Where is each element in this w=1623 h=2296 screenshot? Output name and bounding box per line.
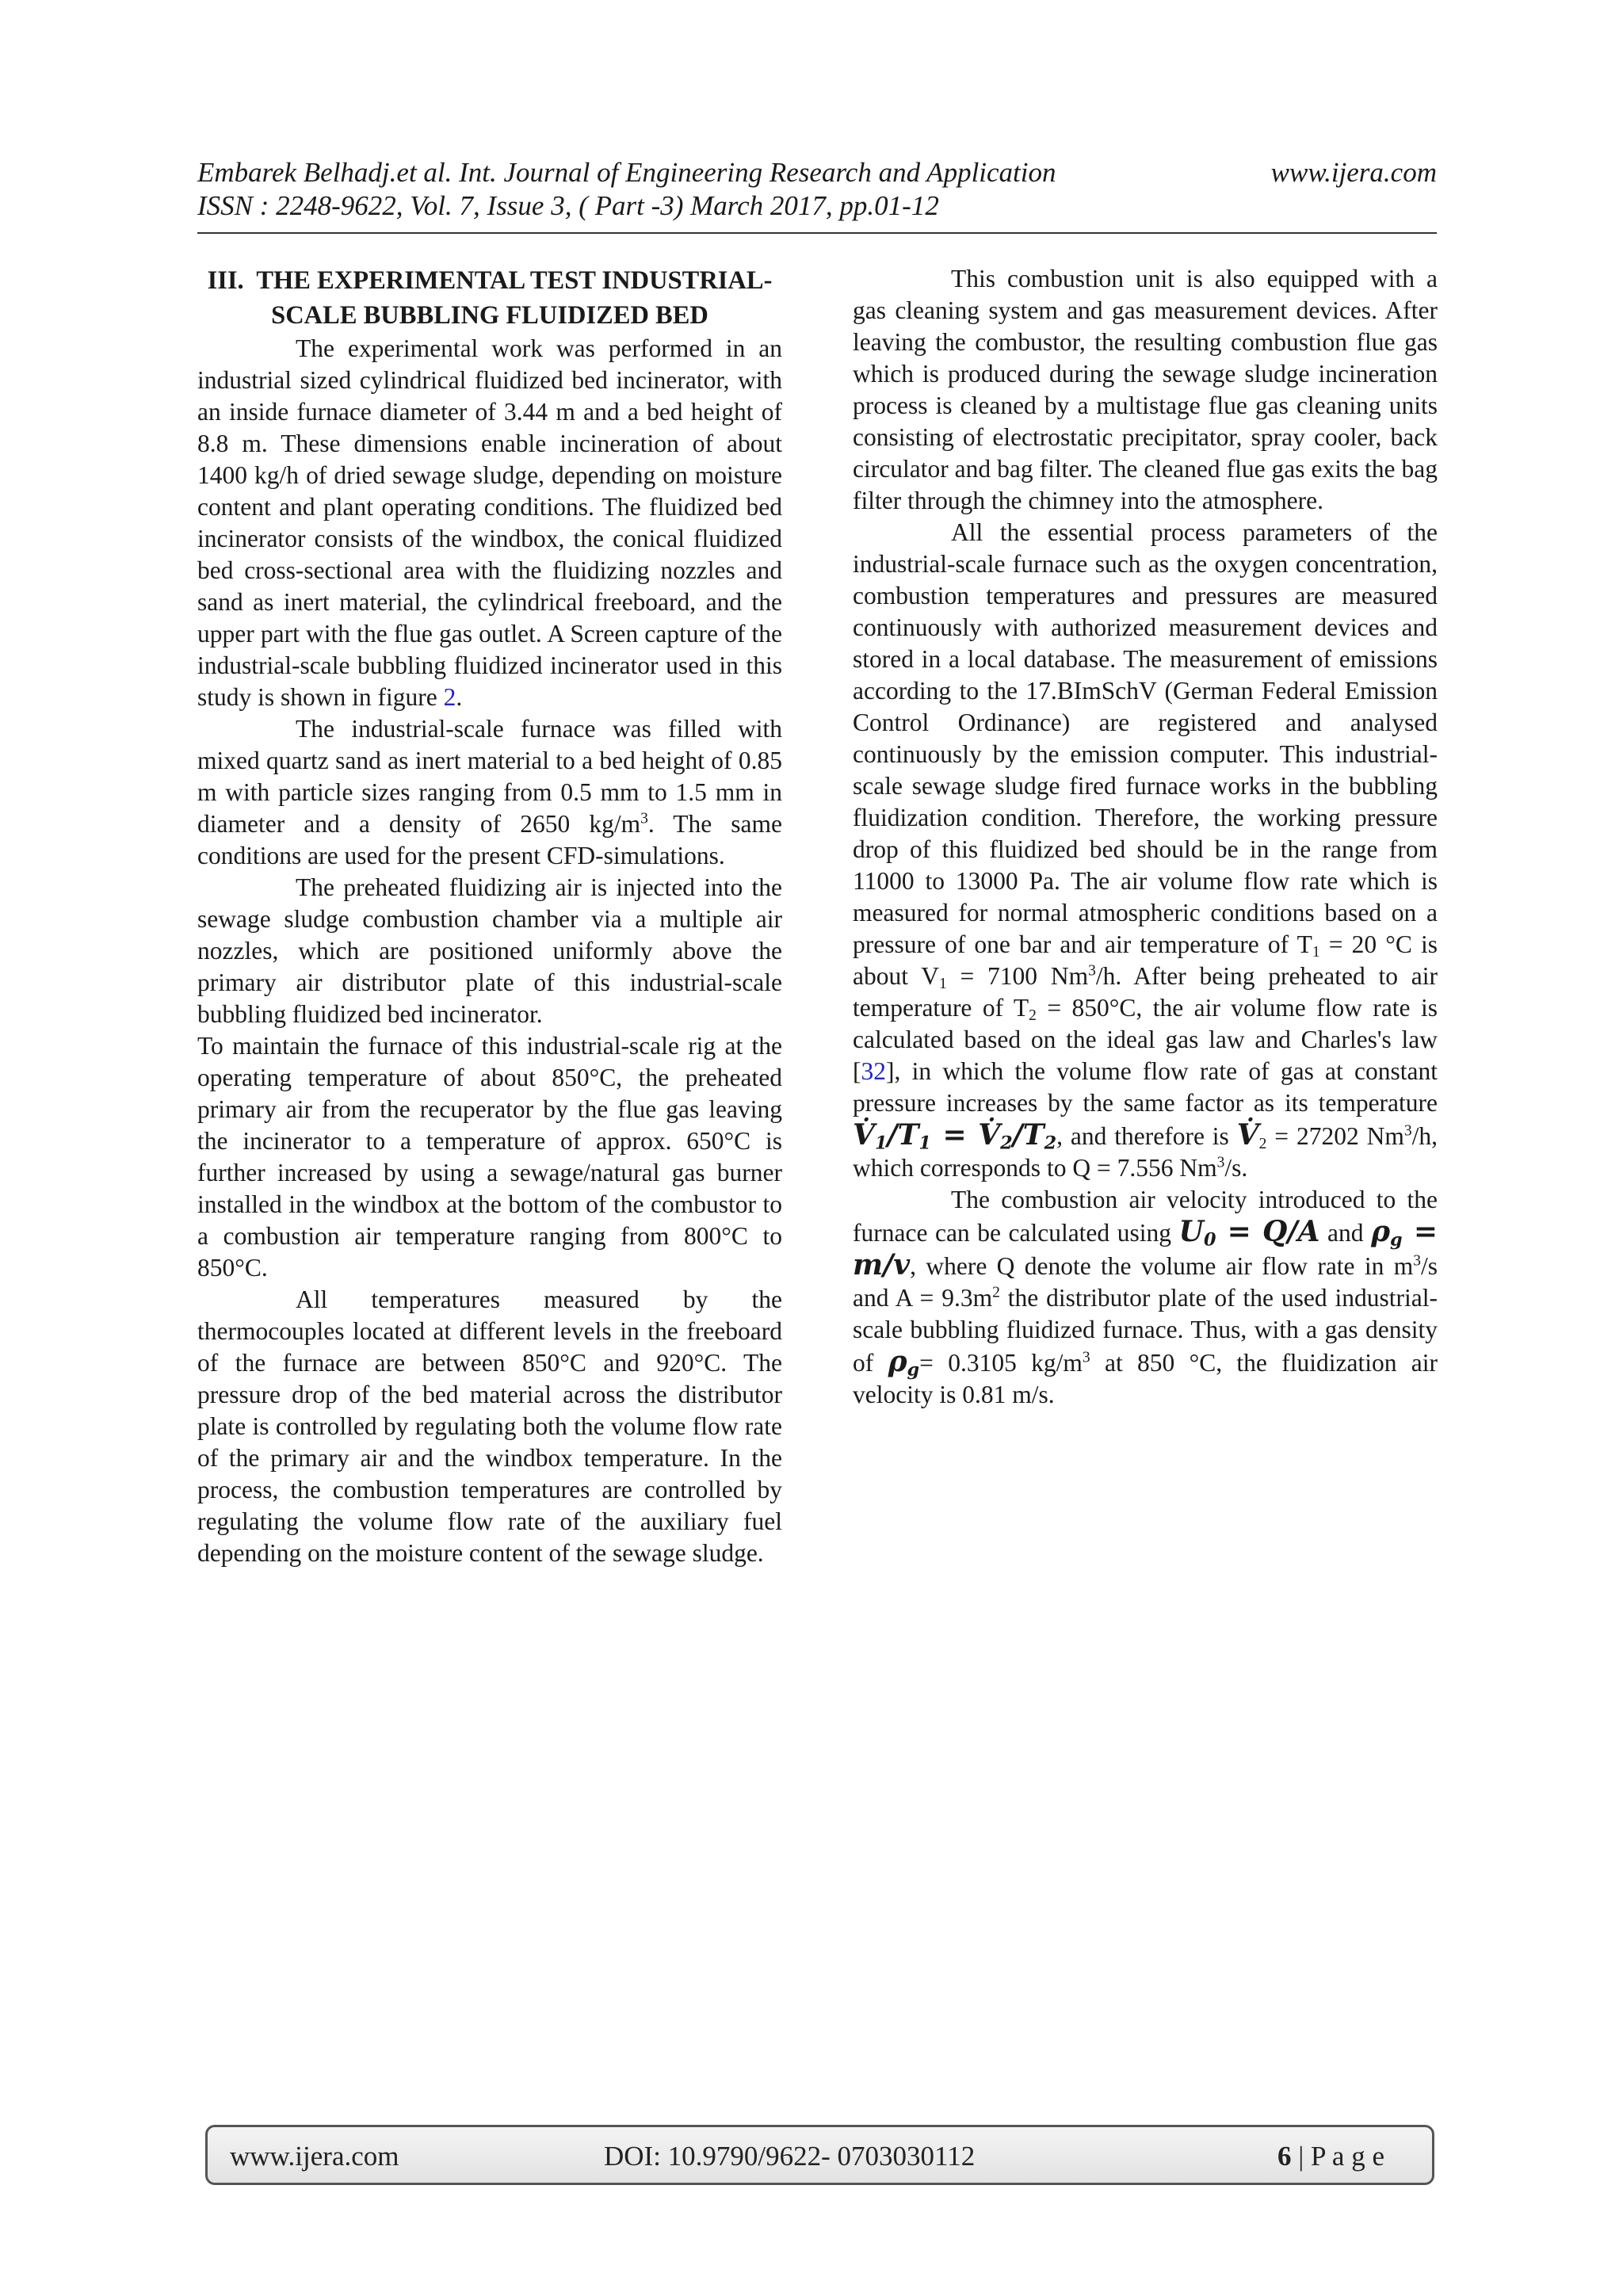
header-divider [197, 232, 1437, 234]
equation-charles-law: $V̇_1/T_1$ = $V̇_2/T_2$ [853, 1118, 1057, 1154]
equation-density: $\rho_g = m/v$ [853, 1215, 1438, 1282]
paragraph: To maintain the furnace of this industrial-scale rig at the operating temperature of about 850°C, the preheated primary air from the recuperator by the flue gas leaving the incinerator to a temperature of approx. 650°C is further increased by using a sewage/natural gas burner installed in the windbox at the bottom of the combustor to a combustion air temperature ranging from 800°C to 850°C. [197, 1032, 782, 1282]
equation-v2: V̇ [1236, 1118, 1259, 1152]
section-title: THE EXPERIMENTAL TEST INDUSTRIAL-SCALE BUBBLING FLUIDIZED BED [256, 266, 773, 330]
footer-page [1277, 2141, 1384, 2172]
right-column [853, 263, 1438, 1411]
running-header [197, 155, 1437, 190]
paragraph: The experimental work was performed in an industrial sized cylindrical fluidized bed incinerator, with an inside furnace diameter of 3.44 m and a bed height of 8.8 m. These dimensions enable incineration of about 1400 kg/h of dried sewage sludge, depending on moisture content and plant operating conditions. The fluidized bed incinerator consists of the windbox, the conical fluidized bed cross-sectional area with the fluidizing nozzles and sand as inert material, the cylindrical freeboard, and the upper part with the flue gas outlet. A Screen capture of the industrial-scale bubbling fluidized incinerator used in this study is shown in figure 2. [197, 334, 782, 711]
footer-website: www.ijera.com [230, 2141, 399, 2172]
figure-link[interactable]: 2 [443, 683, 456, 711]
equation-velocity: $U_0 = Q/A$ [1178, 1215, 1320, 1251]
section-number: III. [207, 266, 244, 295]
equation-rho-g: $\rho_g$ [888, 1345, 920, 1381]
paragraph: The industrial-scale furnace was filled with mixed quartz sand as inert material to a bed height of 0.85 m with particle sizes ranging from 0.5 mm to 1.5 mm in diameter and a density of 2650 $kg/m^3$. The same conditions are used for the present CFD-simulations. [197, 715, 782, 869]
header-website: www.ijera.com [1270, 157, 1437, 188]
page-number: 6 [1277, 2141, 1292, 2172]
paragraph: The combustion air velocity introduced to the furnace can be calculated using $U_0 = Q/A$ and $\rho_g = m/v$, where Q denote the volume air flow rate in $m^3/s$ and $A = 9.3m^2$ the distributor plate of the used industrial-scale bubbling fluidized furnace. Thus, with a gas density of $\rho_g= 0.3105$ $kg/m^3$ at 850 °C, the fluidization air velocity is 0.81 m/s. [853, 1186, 1438, 1408]
section-heading [197, 263, 782, 333]
header-issn: ISSN : 2248-9622, Vol. 7, Issue 3, ( Part -3) March 2017, pp.01-12 [197, 190, 939, 221]
paragraph: The preheated fluidizing air is injected into the sewage sludge combustion chamber via a multiple air nozzles, which are positioned uniformly above the primary air distributor plate of this industrial-scale bubbling fluidized bed incinerator. [197, 873, 782, 1028]
left-column [197, 263, 782, 1569]
paragraph: All the essential process parameters of the industrial-scale furnace such as the oxygen concentration, combustion temperatures and pressures are measured continuously with authorized measurement devices and stored in a local database. The measurement of emissions according to the 17.BImSchV (German Federal Emission Control Ordinance) are registered and analysed continuously by the emission computer. This industrial-scale sewage sludge fired furnace works in the bubbling fluidization condition. Therefore, the working pressure drop of this fluidized bed should be in the range from 11000 to 13000 Pa. The air volume flow rate which is measured for normal atmospheric conditions based on a pressure of one bar and air temperature of $T_1 = 20$ °C is about $V_1 = 7100$ Nm$^3$/h. After being preheated to air temperature of $T_2 = 850^\circ C$, the air volume flow rate is calculated based on the ideal gas law and Charles's law [32], in which the volume flow rate of gas at constant pressure increases by the same factor as its temperature $V̇_1/T_1$ = $V̇_2/T_2$, and therefore is $V̇_2 = 27202$ Nm$^3$/h, which corresponds to Q = 7.556 Nm$^3$/s. [853, 518, 1438, 1182]
page-footer [205, 2125, 1434, 2185]
page-label: | P a g e [1298, 2141, 1384, 2172]
paragraph: All temperatures measured by the thermocouples located at different levels in the freeboard of the furnace are between 850°C and 920°C. The pressure drop of the bed material across the distributor plate is controlled by regulating both the volume flow rate of the primary air and the windbox temperature. In the process, the combustion temperatures are controlled by regulating the volume flow rate of the auxiliary fuel depending on the moisture content of the sewage sludge. [197, 1286, 782, 1567]
paragraph: This combustion unit is also equipped with a gas cleaning system and gas measurement devices. After leaving the combustor, the resulting combustion flue gas which is produced during the sewage sludge incineration process is cleaned by a multistage flue gas cleaning units consisting of electrostatic precipitator, spray cooler, back circulator and bag filter. The cleaned flue gas exits the bag filter through the chimney into the atmosphere. [853, 265, 1438, 514]
reference-link[interactable]: 32 [861, 1057, 886, 1085]
header-citation: Embarek Belhadj.et al. Int. Journal of Engineering Research and Application [197, 157, 1056, 188]
footer-doi: DOI: 10.9790/9622- 0703030112 [604, 2141, 976, 2172]
